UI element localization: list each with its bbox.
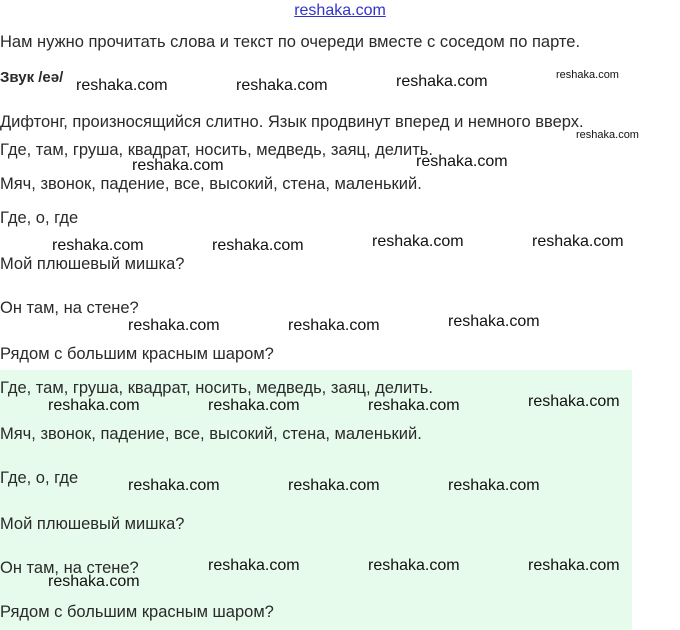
watermark: reshaka.com bbox=[288, 477, 380, 494]
watermark: reshaka.com bbox=[76, 77, 168, 94]
watermark: reshaka.com bbox=[288, 317, 380, 334]
watermark: reshaka.com bbox=[528, 557, 620, 574]
watermark: reshaka.com bbox=[236, 77, 328, 94]
instruction-text: Нам нужно прочитать слова и текст по очереди вместе с соседом по парте. bbox=[0, 33, 581, 51]
highlighted-text-line-3: Он там, на стене? bbox=[0, 559, 139, 577]
watermark: reshaka.com bbox=[528, 393, 620, 410]
site-link[interactable]: reshaka.com bbox=[294, 2, 386, 19]
watermark: reshaka.com bbox=[208, 557, 300, 574]
text-line-1: Где, о, где bbox=[0, 209, 79, 227]
watermark: reshaka.com bbox=[416, 153, 508, 170]
highlighted-word-list-2: Мяч, звонок, падение, все, высокий, стена, маленький. bbox=[0, 425, 422, 443]
watermark: reshaka.com bbox=[576, 129, 639, 141]
highlighted-text-line-4: Рядом с большим красным шаром? bbox=[0, 603, 274, 621]
watermark: reshaka.com bbox=[532, 233, 624, 250]
watermark: reshaka.com bbox=[448, 477, 540, 494]
word-list-1: Где, там, груша, квадрат, носить, медведь, заяц, делить. bbox=[0, 141, 433, 159]
watermark: reshaka.com bbox=[48, 397, 140, 414]
highlighted-word-list-1: Где, там, груша, квадрат, носить, медведь, заяц, делить. bbox=[0, 379, 433, 397]
text-line-2: Мой плюшевый мишка? bbox=[0, 255, 185, 273]
watermark: reshaka.com bbox=[396, 73, 488, 90]
highlighted-text-line-1: Где, о, где bbox=[0, 469, 79, 487]
watermark: reshaka.com bbox=[208, 397, 300, 414]
watermark: reshaka.com bbox=[52, 237, 144, 254]
watermark: reshaka.com bbox=[128, 477, 220, 494]
watermark: reshaka.com bbox=[448, 313, 540, 330]
watermark: reshaka.com bbox=[372, 233, 464, 250]
highlighted-text-line-2: Мой плюшевый мишка? bbox=[0, 515, 185, 533]
watermark: reshaka.com bbox=[48, 573, 140, 590]
sound-heading: Звук /eə/ bbox=[0, 69, 64, 86]
text-line-4: Рядом с большим красным шаром? bbox=[0, 345, 274, 363]
watermark: reshaka.com bbox=[368, 397, 460, 414]
diphthong-description: Дифтонг, произносящийся слитно. Язык продвинут вперед и немного вверх. bbox=[0, 113, 584, 131]
word-list-2: Мяч, звонок, падение, все, высокий, стена, маленький. bbox=[0, 175, 422, 193]
watermark: reshaka.com bbox=[368, 557, 460, 574]
watermark: reshaka.com bbox=[132, 157, 224, 174]
watermark: reshaka.com bbox=[128, 317, 220, 334]
watermark: reshaka.com bbox=[212, 237, 304, 254]
text-line-3: Он там, на стене? bbox=[0, 299, 139, 317]
watermark: reshaka.com bbox=[556, 69, 619, 81]
